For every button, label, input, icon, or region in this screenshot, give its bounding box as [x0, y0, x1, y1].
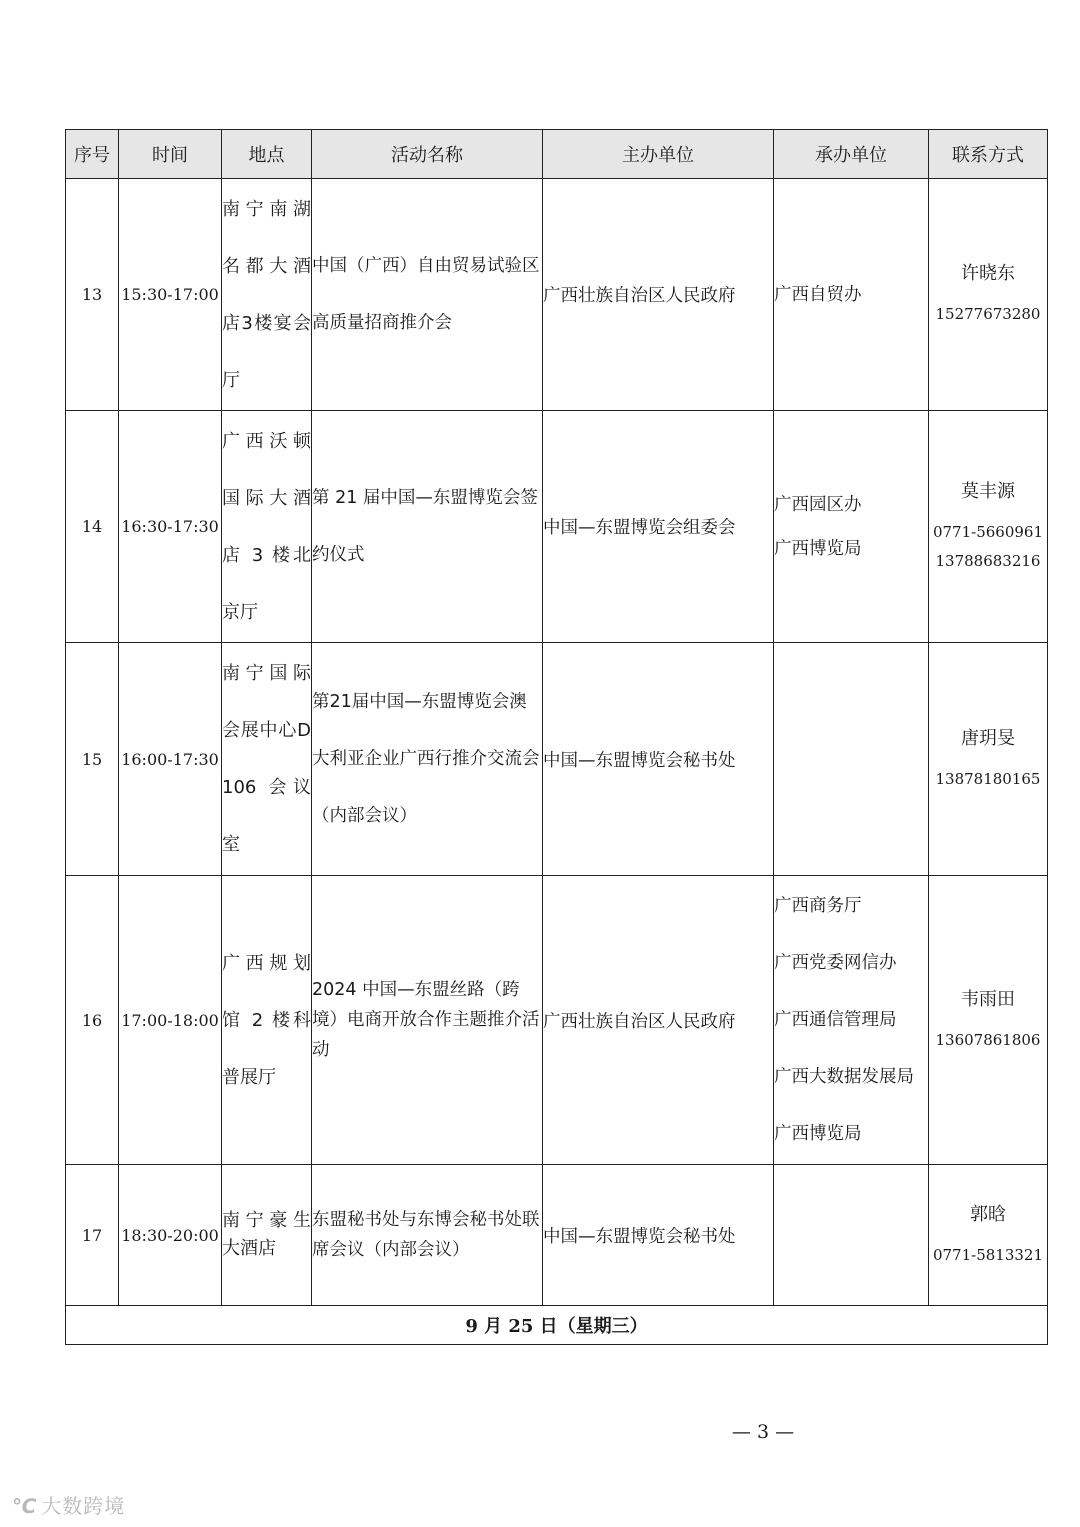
- header-activity-name: 活动名称: [312, 130, 543, 179]
- contact-phone: 13788683216: [935, 551, 1041, 570]
- row-host: 中国—东盟博览会秘书处: [543, 1165, 774, 1306]
- table-row: [66, 411, 1048, 643]
- row-contact: [929, 876, 1048, 1165]
- contact-phone: 13607861806: [935, 1030, 1041, 1049]
- watermark-logo-icon: ℃: [12, 1494, 38, 1518]
- row-location: 南宁国际会展中心D106 会议室: [222, 643, 312, 876]
- row-host: 广西壮族自治区人民政府: [543, 179, 774, 411]
- date-heading: 9 月 25 日（星期三）: [66, 1306, 1048, 1345]
- contact-phone: 15277673280: [935, 305, 1041, 323]
- watermark-text: 大数跨境: [41, 1494, 126, 1518]
- row-location: 广西沃顿国际大酒店 3 楼北京厅: [222, 411, 312, 643]
- row-host: 中国—东盟博览会组委会: [543, 411, 774, 643]
- header-number: 序号: [66, 130, 119, 179]
- date-divider-row: [66, 1306, 1048, 1345]
- contact-phone: 0771-5813321: [932, 1245, 1044, 1264]
- row-contact: [929, 411, 1048, 643]
- row-time: 17:00-18:00: [119, 876, 222, 1165]
- row-time: 16:30-17:30: [119, 411, 222, 643]
- row-organizer: 广西商务厅 广西党委网信办 广西通信管理局 广西大数据发展局 广西博览局: [774, 876, 929, 1165]
- row-host: 广西壮族自治区人民政府: [543, 876, 774, 1165]
- row-organizer: 广西园区办 广西博览局: [774, 411, 929, 643]
- row-number: 15: [66, 643, 119, 876]
- table-row: [66, 876, 1048, 1165]
- row-location: 广西规划馆 2 楼科普展厅: [222, 876, 312, 1165]
- row-organizer: [774, 1165, 929, 1306]
- row-time: 18:30-20:00: [119, 1165, 222, 1306]
- row-activity-name: 东盟秘书处与东博会秘书处联席会议（内部会议）: [312, 1165, 543, 1306]
- row-number: 13: [66, 179, 119, 411]
- header-organizer: 承办单位: [774, 130, 929, 179]
- row-time: 15:30-17:00: [119, 179, 222, 411]
- row-time: 16:00-17:30: [119, 643, 222, 876]
- table-header-row: [66, 130, 1048, 179]
- header-time: 时间: [119, 130, 222, 179]
- contact-name: 许晓东: [961, 263, 1015, 284]
- contact-name: 唐玥旻: [961, 727, 1015, 749]
- contact-name: 郭晗: [970, 1203, 1006, 1225]
- row-location: 南宁南湖名都大酒店3楼宴会厅: [222, 179, 312, 411]
- contact-name: 莫丰源: [961, 480, 1015, 502]
- header-location: 地点: [222, 130, 312, 179]
- header-contact: 联系方式: [929, 130, 1048, 179]
- row-contact: [929, 179, 1048, 411]
- table-row: [66, 1165, 1048, 1306]
- row-organizer: 广西自贸办: [774, 179, 929, 411]
- row-organizer: [774, 643, 929, 876]
- row-activity-name: 2024 中国—东盟丝路（跨境）电商开放合作主题推介活动: [312, 876, 543, 1165]
- page-number: — 3 —: [731, 1421, 795, 1443]
- contact-name: 韦雨田: [961, 988, 1015, 1010]
- row-host: 中国—东盟博览会秘书处: [543, 643, 774, 876]
- watermark: [12, 1490, 125, 1519]
- table-row: [66, 643, 1048, 876]
- schedule-table: [65, 129, 1048, 1345]
- contact-phone: 13878180165: [935, 769, 1041, 788]
- row-number: 16: [66, 876, 119, 1165]
- row-number: 14: [66, 411, 119, 643]
- contact-phone: 0771-5660961: [932, 522, 1044, 541]
- row-activity-name: 第 21 届中国—东盟博览会签约仪式: [312, 411, 543, 643]
- row-activity-name: 中国（广西）自由贸易试验区高质量招商推介会: [312, 179, 543, 411]
- row-location: 南宁豪生大酒店: [222, 1165, 312, 1306]
- table-row: [66, 179, 1048, 411]
- row-contact: [929, 643, 1048, 876]
- header-host: 主办单位: [543, 130, 774, 179]
- row-number: 17: [66, 1165, 119, 1306]
- row-contact: [929, 1165, 1048, 1306]
- row-activity-name: 第21届中国—东盟博览会澳大利亚企业广西行推介交流会（内部会议）: [312, 643, 543, 876]
